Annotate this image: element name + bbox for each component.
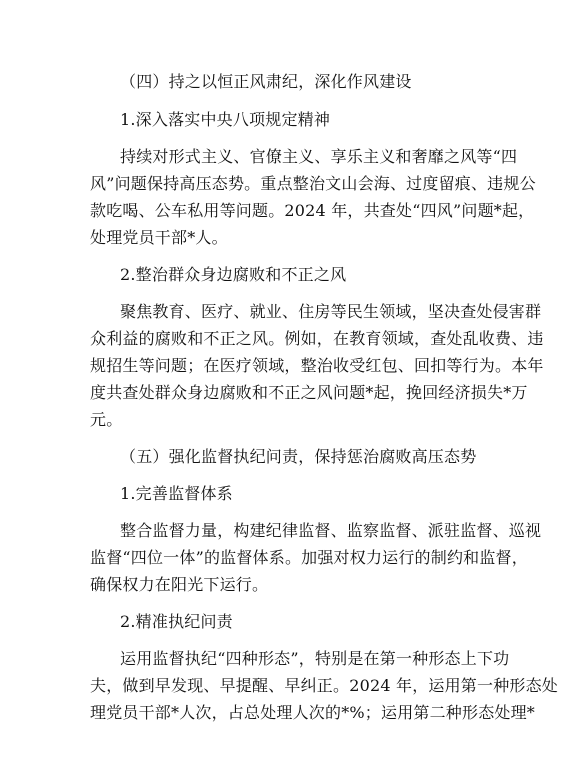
paragraph-line: 运用监督执纪“四种形态”，特别是在第一种形态上下功 bbox=[120, 649, 510, 668]
paragraph-line: 理党员干部*人次，占总处理人次的*%；运用第二种形态处理* bbox=[90, 703, 536, 722]
subheading-4: 2.精准执纪问责 bbox=[120, 612, 233, 631]
paragraph-line: 元。 bbox=[90, 410, 123, 429]
paragraph-line: 处理党员干部*人。 bbox=[90, 228, 228, 247]
paragraph-line: 众利益的腐败和不正之风。例如，在教育领域，查处乱收费、违 bbox=[90, 329, 544, 348]
paragraph-line: 聚焦教育、医疗、就业、住房等民生领域，坚决查处侵害群 bbox=[120, 302, 542, 321]
paragraph-line: 监督“四位一体”的监督体系。加强对权力运行的制约和监督， bbox=[90, 548, 528, 567]
section-heading-4: （四）持之以恒正风肃纪，深化作风建设 bbox=[120, 72, 412, 91]
paragraph-line: 夫，做到早发现、早提醒、早纠正。2024 年，运用第一种形态处 bbox=[90, 676, 559, 695]
paragraph-line: 整合监督力量，构建纪律监督、监察监督、派驻监督、巡视 bbox=[120, 521, 542, 540]
paragraph-line: 度共查处群众身边腐败和不正之风问题*起，挽回经济损失*万 bbox=[90, 383, 528, 402]
section-heading-5: （五）强化监督执纪问责，保持惩治腐败高压态势 bbox=[120, 447, 477, 466]
paragraph-line: 款吃喝、公车私用等问题。2024 年，共查处“四风”问题*起， bbox=[90, 201, 535, 220]
paragraph-line: 风”问题保持高压态势。重点整治文山会海、过度留痕、违规公 bbox=[90, 174, 536, 193]
paragraph-line: 确保权力在阳光下运行。 bbox=[90, 575, 269, 594]
paragraph-line: 持续对形式主义、官僚主义、享乐主义和奢靡之风等“四 bbox=[120, 147, 518, 166]
subheading-2: 2.整治群众身边腐败和不正之风 bbox=[120, 265, 347, 284]
subheading-3: 1.完善监督体系 bbox=[120, 484, 233, 503]
paragraph-line: 规招生等问题；在医疗领域，整治收受红包、回扣等行为。本年 bbox=[90, 356, 544, 375]
subheading-1: 1.深入落实中央八项规定精神 bbox=[120, 110, 331, 129]
